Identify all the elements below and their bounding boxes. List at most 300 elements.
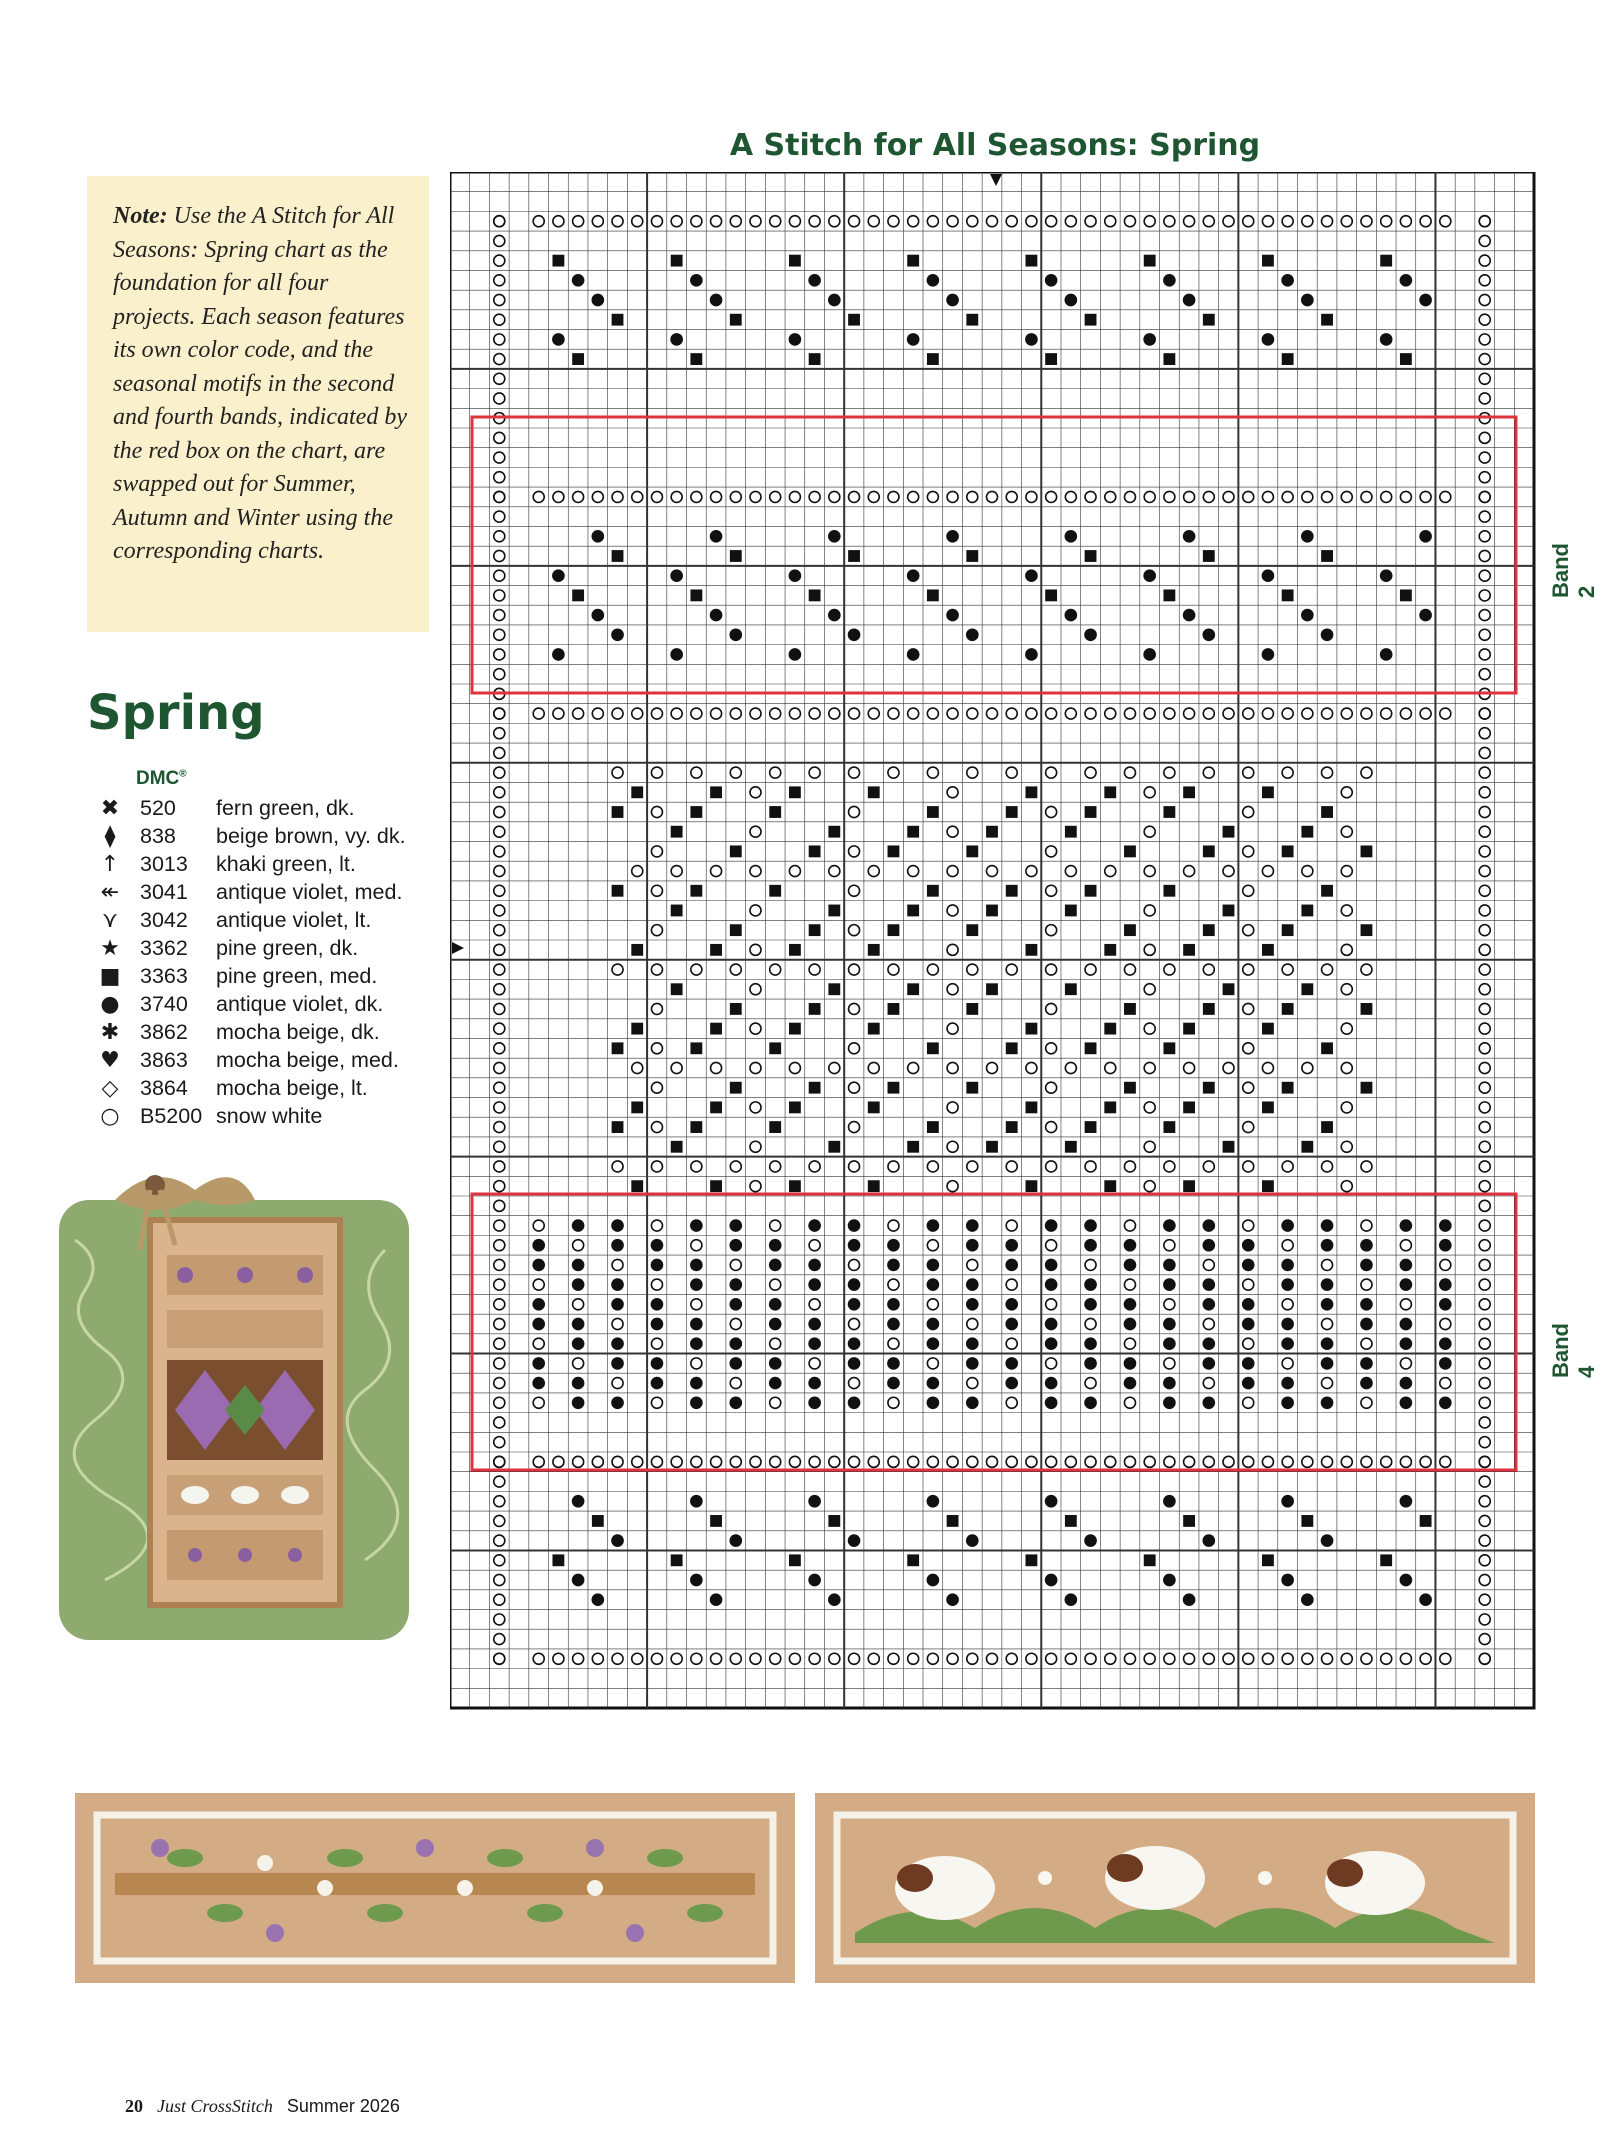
stitch-dot — [789, 334, 800, 345]
stitch-dot — [1361, 1358, 1372, 1369]
stitch-dot — [573, 1318, 584, 1329]
stitch-dot — [1243, 1318, 1254, 1329]
stitch-dot — [711, 531, 722, 542]
stitch-dot — [770, 1259, 781, 1270]
stitch-dot — [1243, 1358, 1254, 1369]
star-icon: ★ — [100, 935, 120, 961]
stitch-dot — [1124, 1299, 1135, 1310]
stitch-square — [1163, 885, 1175, 897]
stitch-square — [1301, 1141, 1313, 1153]
stitch-square — [927, 1121, 939, 1133]
band2-label: Band 2 — [1548, 543, 1599, 598]
key-row — [84, 850, 444, 878]
stitch-dot — [1046, 275, 1057, 286]
stitch-dot — [967, 1338, 978, 1349]
stitch-dot — [691, 275, 702, 286]
stitch-square — [1282, 589, 1294, 601]
stitch-square — [730, 314, 742, 326]
stitch-square — [671, 1554, 683, 1566]
stitch-dot — [1144, 570, 1155, 581]
stitch-square — [789, 1023, 801, 1035]
stitch-dot — [1381, 334, 1392, 345]
stitch-dot — [730, 1338, 741, 1349]
stitch-dot — [671, 649, 682, 660]
stitch-dot — [1361, 1378, 1372, 1389]
sheep-strip-illustration — [815, 1793, 1535, 1983]
stitch-dot — [612, 1279, 623, 1290]
stitch-square — [1203, 314, 1215, 326]
key-name: mocha beige, dk. — [216, 1019, 380, 1044]
stitch-dot — [967, 1358, 978, 1369]
stitch-square — [1065, 826, 1077, 838]
stitch-dot — [1046, 1378, 1057, 1389]
stitch-dot — [1164, 1259, 1175, 1270]
stitch-dot — [730, 1279, 741, 1290]
stitch-square — [1183, 1515, 1195, 1527]
stitch-square — [907, 905, 919, 917]
stitch-dot — [553, 334, 564, 345]
stitch-dot — [612, 629, 623, 640]
stitch-square — [690, 353, 702, 365]
stitch-square — [789, 1180, 801, 1192]
key-code: 3041 — [140, 879, 188, 904]
stitch-dot — [927, 1397, 938, 1408]
stitch-square — [1380, 255, 1392, 267]
stitch-square — [631, 786, 643, 798]
stitch-dot — [829, 610, 840, 621]
key-name: pine green, dk. — [216, 935, 359, 960]
stitch-square — [690, 1042, 702, 1054]
stitch-dot — [849, 1535, 860, 1546]
stitch-dot — [1302, 531, 1313, 542]
stitch-dot — [927, 1220, 938, 1231]
stitch-square — [1361, 845, 1373, 857]
stitch-dot — [809, 1259, 820, 1270]
stitch-dot — [927, 1496, 938, 1507]
stitch-dot — [1440, 1338, 1451, 1349]
stitch-square — [612, 1121, 624, 1133]
stitch-dot — [1361, 1240, 1372, 1251]
feather-arrow-icon: ↞ — [100, 879, 120, 905]
stitch-dot — [730, 1358, 741, 1369]
stitch-dot — [1124, 1259, 1135, 1270]
stitch-dot — [612, 1397, 623, 1408]
heart-motif — [177, 1267, 193, 1283]
sheep-motif — [181, 1486, 209, 1504]
stitch-square — [730, 1082, 742, 1094]
stitch-dot — [691, 1338, 702, 1349]
stitch-square — [789, 255, 801, 267]
stitch-square — [730, 550, 742, 562]
page-footer — [125, 2096, 400, 2117]
stitch-square — [612, 1042, 624, 1054]
stitch-dot — [947, 531, 958, 542]
band-vines — [167, 1310, 323, 1348]
stitch-square — [927, 589, 939, 601]
asterisk-icon: ✱ — [100, 1019, 120, 1045]
stitch-square — [1420, 1515, 1432, 1527]
key-name: pine green, med. — [216, 963, 378, 988]
stitch-square — [809, 924, 821, 936]
stitch-dot — [1282, 1318, 1293, 1329]
stitch-dot — [809, 1318, 820, 1329]
key-name: snow white — [216, 1103, 323, 1128]
stitch-dot — [612, 1358, 623, 1369]
stitch-square — [1223, 983, 1235, 995]
stitch-dot — [888, 1259, 899, 1270]
stitch-dot — [789, 570, 800, 581]
diamond-solid-icon: ⧫ — [104, 823, 116, 849]
stitch-dot — [829, 294, 840, 305]
band4-label: Band 4 — [1548, 1323, 1599, 1378]
stitch-square — [1026, 944, 1038, 956]
vine-strip-illustration — [75, 1793, 795, 1983]
stitch-dot — [1203, 1397, 1214, 1408]
stitch-square — [671, 255, 683, 267]
stitch-dot — [1124, 1378, 1135, 1389]
stitch-square — [1262, 1180, 1274, 1192]
magazine-name: Just CrossStitch — [157, 2096, 273, 2116]
stitch-dot — [1085, 629, 1096, 640]
stitch-square — [1163, 806, 1175, 818]
season-title: Spring — [87, 685, 265, 741]
stitch-dot — [927, 1259, 938, 1270]
stitch-square — [1026, 786, 1038, 798]
stitch-dot — [849, 1338, 860, 1349]
stitch-dot — [1065, 294, 1076, 305]
stitch-dot — [1203, 1338, 1214, 1349]
stitch-dot — [612, 1299, 623, 1310]
stitch-dot — [1203, 1240, 1214, 1251]
stitch-square — [1203, 924, 1215, 936]
stitch-dot — [1400, 1574, 1411, 1585]
stitch-dot — [651, 1358, 662, 1369]
stitch-square — [1163, 1121, 1175, 1133]
stitch-square — [828, 826, 840, 838]
stitch-dot — [711, 294, 722, 305]
stitch-square — [927, 885, 939, 897]
stitch-square — [1124, 1003, 1136, 1015]
stitch-square — [1223, 905, 1235, 917]
stitch-square — [730, 845, 742, 857]
stitch-dot — [888, 1358, 899, 1369]
stitch-dot — [849, 1220, 860, 1231]
stitch-dot — [1164, 1574, 1175, 1585]
stitch-square — [1124, 845, 1136, 857]
stitch-dot — [730, 1535, 741, 1546]
stitch-square — [631, 1180, 643, 1192]
stitch-square — [1144, 255, 1156, 267]
stitch-dot — [1085, 1220, 1096, 1231]
pillow-photo — [55, 1160, 415, 1645]
stitch-square — [1262, 1101, 1274, 1113]
stitch-dot — [1322, 1338, 1333, 1349]
stitch-dot — [770, 1318, 781, 1329]
stitch-square — [1183, 1101, 1195, 1113]
stitch-square — [1163, 589, 1175, 601]
stitch-square — [966, 1003, 978, 1015]
stitch-square — [1104, 1180, 1116, 1192]
stitch-dot — [1006, 1358, 1017, 1369]
key-row — [84, 1046, 444, 1074]
key-code: 3862 — [140, 1019, 188, 1044]
square-icon: ■ — [99, 963, 121, 989]
stitch-dot — [1262, 570, 1273, 581]
stitch-square — [631, 944, 643, 956]
stitch-dot — [1164, 1279, 1175, 1290]
issue-date: Summer 2026 — [286, 2096, 400, 2116]
stitch-dot — [592, 610, 603, 621]
stitch-square — [1223, 1141, 1235, 1153]
stitch-square — [828, 983, 840, 995]
stitch-dot — [1381, 570, 1392, 581]
stitch-dot — [533, 1358, 544, 1369]
stitch-dot — [1361, 1259, 1372, 1270]
stitch-dot — [1400, 1496, 1411, 1507]
stitch-dot — [849, 629, 860, 640]
stitch-dot — [1046, 1496, 1057, 1507]
stitch-dot — [1361, 1299, 1372, 1310]
chevron-v-icon: ⋎ — [101, 907, 119, 933]
stitch-square — [1085, 550, 1097, 562]
stitch-dot — [1184, 1594, 1195, 1605]
stitch-dot — [553, 649, 564, 660]
stitch-square — [1104, 1101, 1116, 1113]
stitch-dot — [730, 1240, 741, 1251]
stitch-dot — [888, 1240, 899, 1251]
stitch-square — [789, 944, 801, 956]
note-box — [87, 176, 429, 632]
stitch-dot — [1400, 1318, 1411, 1329]
stitch-square — [1203, 1082, 1215, 1094]
stitch-square — [888, 1003, 900, 1015]
stitch-dot — [770, 1358, 781, 1369]
key-row — [84, 794, 444, 822]
stitch-dot — [908, 649, 919, 660]
stitch-dot — [1282, 1496, 1293, 1507]
stitch-square — [1183, 1023, 1195, 1035]
note-text: Use the A Stitch for All Seasons: Spring chart as the foundation for all four projects. Each season features its own color code, and the seasonal motifs in the second and fourth bands, indicated by the red box on the chart, are swapped out for Summer, Autumn and Winter using the corresponding charts. — [113, 203, 407, 564]
stitch-square — [592, 1515, 604, 1527]
stitch-chart — [450, 172, 1540, 1712]
key-row — [84, 906, 444, 934]
stitch-square — [927, 353, 939, 365]
stitch-dot — [573, 1397, 584, 1408]
stitched-strip-sheep — [815, 1793, 1535, 1983]
heart-motif — [237, 1267, 253, 1283]
stitch-square — [986, 905, 998, 917]
stitch-dot — [888, 1378, 899, 1389]
stitch-square — [1203, 845, 1215, 857]
stitch-dot — [1420, 531, 1431, 542]
key-name: antique violet, lt. — [216, 907, 372, 932]
stitch-dot — [1065, 610, 1076, 621]
stitch-square — [1183, 786, 1195, 798]
stitch-square — [1321, 1121, 1333, 1133]
key-name: khaki green, lt. — [216, 851, 356, 876]
stitch-dot — [770, 1378, 781, 1389]
stitch-square — [1104, 786, 1116, 798]
stitch-square — [1380, 1554, 1392, 1566]
stitch-dot — [1144, 334, 1155, 345]
stitch-dot — [1400, 1378, 1411, 1389]
stitch-dot — [573, 1220, 584, 1231]
stitch-dot — [1400, 1338, 1411, 1349]
stitch-dot — [1282, 1574, 1293, 1585]
stitch-square — [1104, 944, 1116, 956]
stitch-square — [848, 550, 860, 562]
stitch-dot — [691, 1259, 702, 1270]
stitch-square — [552, 255, 564, 267]
stitch-dot — [927, 275, 938, 286]
stitch-dot — [691, 1318, 702, 1329]
key-code: 3013 — [140, 851, 188, 876]
stitch-dot — [1322, 1279, 1333, 1290]
stitch-dot — [1282, 1279, 1293, 1290]
stitch-dot — [967, 1240, 978, 1251]
stitch-square — [809, 1003, 821, 1015]
stitch-dot — [967, 1535, 978, 1546]
stitch-dot — [592, 531, 603, 542]
stitch-dot — [1085, 1338, 1096, 1349]
stitch-square — [690, 589, 702, 601]
stitch-square — [1124, 1082, 1136, 1094]
stitch-dot — [1302, 294, 1313, 305]
stitch-dot — [1085, 1279, 1096, 1290]
stitch-dot — [573, 1338, 584, 1349]
stitch-square — [907, 1554, 919, 1566]
stitch-square — [612, 885, 624, 897]
stitch-dot — [533, 1318, 544, 1329]
key-code: 3864 — [140, 1075, 188, 1100]
stitch-dot — [809, 1397, 820, 1408]
stitch-dot — [1164, 1318, 1175, 1329]
stitch-dot — [1440, 1240, 1451, 1251]
stitch-square — [966, 924, 978, 936]
stitch-dot — [1006, 1240, 1017, 1251]
stitch-square — [1026, 1101, 1038, 1113]
stitch-dot — [1282, 1220, 1293, 1231]
stitch-dot — [967, 1397, 978, 1408]
stitch-dot — [730, 1299, 741, 1310]
stitch-square — [1163, 1042, 1175, 1054]
stitch-dot — [1322, 1397, 1333, 1408]
stitch-square — [1321, 806, 1333, 818]
stitch-dot — [809, 1496, 820, 1507]
stitch-square — [966, 314, 978, 326]
stitch-dot — [1440, 1299, 1451, 1310]
stitch-square — [1085, 806, 1097, 818]
stitch-dot — [849, 1299, 860, 1310]
stitch-dot — [927, 1574, 938, 1585]
stitch-dot — [651, 1259, 662, 1270]
stitch-dot — [533, 1240, 544, 1251]
stitch-square — [828, 1515, 840, 1527]
stitch-dot — [1400, 1220, 1411, 1231]
key-row — [84, 1018, 444, 1046]
stitch-square — [789, 1101, 801, 1113]
stitch-square — [710, 944, 722, 956]
stitch-dot — [612, 1240, 623, 1251]
stitch-dot — [1203, 1358, 1214, 1369]
stitch-dot — [1400, 275, 1411, 286]
stitch-dot — [691, 1279, 702, 1290]
stitch-square — [1282, 845, 1294, 857]
stitch-square — [1262, 1554, 1274, 1566]
stitch-dot — [1124, 1358, 1135, 1369]
stitch-dot — [592, 1594, 603, 1605]
stitch-dot — [1262, 334, 1273, 345]
stitch-square — [1400, 589, 1412, 601]
stitch-square — [769, 885, 781, 897]
stitch-square — [1026, 255, 1038, 267]
stitch-square — [1321, 314, 1333, 326]
stitch-square — [809, 353, 821, 365]
stitch-square — [868, 786, 880, 798]
key-code: 3863 — [140, 1047, 188, 1072]
stitch-dot — [1440, 1358, 1451, 1369]
stitch-square — [710, 1180, 722, 1192]
stitch-square — [907, 983, 919, 995]
circle-icon: ○ — [100, 1103, 120, 1129]
stitch-square — [1361, 924, 1373, 936]
stitch-dot — [908, 334, 919, 345]
stitch-square — [1301, 983, 1313, 995]
stitch-square — [1282, 353, 1294, 365]
stitch-dot — [691, 1496, 702, 1507]
stitch-dot — [829, 1594, 840, 1605]
stitch-dot — [1282, 1397, 1293, 1408]
stitch-square — [809, 845, 821, 857]
stitch-square — [710, 1515, 722, 1527]
stitch-square — [828, 1141, 840, 1153]
stitch-square — [907, 1141, 919, 1153]
stitch-dot — [1065, 1594, 1076, 1605]
stitch-dot — [947, 1594, 958, 1605]
stitch-dot — [1282, 1259, 1293, 1270]
stitch-dot — [1400, 1259, 1411, 1270]
stitch-dot — [1322, 1299, 1333, 1310]
stitch-dot — [730, 629, 741, 640]
stitch-dot — [651, 1240, 662, 1251]
stitch-square — [690, 1121, 702, 1133]
dmc-label — [136, 768, 187, 790]
stitch-dot — [908, 570, 919, 581]
stitch-dot — [1124, 1240, 1135, 1251]
stitch-dot — [1381, 649, 1392, 660]
stitch-dot — [612, 1220, 623, 1231]
stitch-dot — [1006, 1378, 1017, 1389]
stitch-dot — [573, 1279, 584, 1290]
stitch-dot — [1026, 649, 1037, 660]
key-name: antique violet, med. — [216, 879, 403, 904]
stitch-square — [1301, 826, 1313, 838]
stitch-dot — [573, 1378, 584, 1389]
stitch-square — [868, 944, 880, 956]
stitch-dot — [1085, 1299, 1096, 1310]
stitch-dot — [1006, 1259, 1017, 1270]
stitch-dot — [927, 1318, 938, 1329]
dmc-text: DMC — [136, 768, 180, 789]
stitch-dot — [730, 1397, 741, 1408]
stitch-square — [1400, 353, 1412, 365]
stitch-square — [789, 786, 801, 798]
stitch-dot — [1243, 1299, 1254, 1310]
stitch-dot — [1203, 1535, 1214, 1546]
key-row — [84, 822, 444, 850]
stitch-dot — [1282, 1378, 1293, 1389]
stitch-square — [1006, 885, 1018, 897]
